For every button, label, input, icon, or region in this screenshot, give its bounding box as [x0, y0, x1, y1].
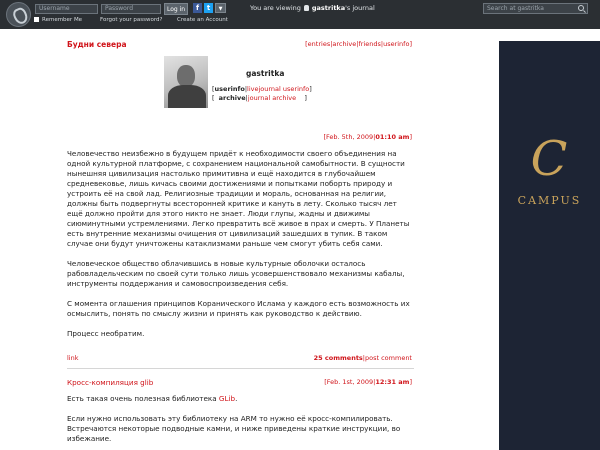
viewing-user-link[interactable]: gastritka	[311, 4, 346, 12]
avatar[interactable]	[164, 56, 208, 108]
blog-header	[67, 40, 414, 50]
post-date[interactable]: [Feb. 5th, 2009|01:10 am]	[323, 133, 412, 141]
post-date[interactable]: [Feb. 1st, 2009|12:31 am]	[324, 378, 412, 386]
username-input[interactable]: Username	[35, 4, 98, 14]
remember-label: Remember Me	[42, 17, 83, 23]
logo-icon[interactable]	[6, 2, 31, 27]
checkbox[interactable]	[34, 17, 39, 22]
nav-bracket: ]	[409, 40, 412, 48]
search-placeholder: Search at gastritka	[487, 5, 544, 12]
campus-ad[interactable]	[499, 41, 600, 450]
search-input[interactable]	[483, 3, 588, 14]
nav-entries[interactable]: entries	[307, 40, 331, 48]
post-link[interactable]: link	[67, 354, 79, 362]
nav-archive[interactable]: archive	[332, 40, 357, 48]
userinfo-link[interactable]: userinfo	[214, 85, 245, 93]
lj-userinfo-link[interactable]: livejournal userinfo	[247, 85, 310, 93]
post-paragraph: Есть такая очень полезная библиотека GLib.	[67, 394, 238, 403]
login-button[interactable]: Log in	[164, 3, 188, 15]
post-body	[67, 394, 412, 450]
profile-username: gastritka	[246, 69, 285, 78]
post-comment-link[interactable]: post comment	[365, 354, 412, 362]
top-bar	[0, 0, 600, 29]
profile-links: [userinfo|livejournal userinfo] [ archive|journal archive ]	[212, 85, 312, 102]
nav-sep: |	[380, 40, 384, 48]
blog-title[interactable]: Будни севера	[67, 40, 127, 49]
nav-friends[interactable]: friends	[358, 40, 381, 48]
post-paragraph: С момента оглашения принципов Коранического Ислама у каждого есть возможность их осмыслить, понять по смыслу жизни и принять как руководство к действию.	[67, 299, 410, 318]
viewing-info	[250, 4, 375, 13]
post-divider	[67, 368, 414, 369]
post-paragraph: Человеческое общество облачившись в новые культурные оболочки осталось рабовладельческим по своей сути только лишь усовершенствовало механизмы кабалы, инструменты поддержания и самовоспроизведения себя.	[67, 259, 405, 288]
viewing-prefix: You are viewing	[250, 4, 301, 12]
password-input[interactable]: Password	[101, 4, 161, 14]
profile-block	[164, 55, 334, 107]
post-title[interactable]: Кросс-компиляция glib	[67, 378, 154, 387]
post-paragraph: Процесс необратим.	[67, 329, 145, 338]
nav-bracket: [	[305, 40, 308, 48]
forgot-password-link[interactable]: Forgot your password?	[100, 17, 163, 23]
post-time: 12:31 am	[375, 378, 410, 386]
post-date-text: Feb. 1st, 2009	[326, 378, 374, 386]
post-paragraph: Если нужно использовать эту библиотеку на ARM то нужно её кросс-компилировать. Встречаются некоторые подводные камни, и ниже приведены краткие инструкции, во избежание.	[67, 414, 401, 443]
user-icon[interactable]	[304, 5, 309, 11]
remember-me-checkbox[interactable]	[34, 16, 82, 24]
nav-sep: |	[330, 40, 333, 48]
post-date-text: Feb. 5th, 2009	[326, 133, 374, 141]
nav-userinfo[interactable]: userinfo	[383, 40, 410, 48]
glib-link[interactable]: GLib	[218, 394, 236, 403]
twitter-icon[interactable]: t	[204, 3, 213, 13]
ad-logo-letter: C	[530, 131, 568, 187]
search-icon[interactable]	[578, 5, 584, 11]
viewing-suffix: 's journal	[345, 4, 375, 12]
journal-nav	[305, 40, 412, 48]
comments-links: 25 comments|post comment	[313, 354, 412, 362]
journal-archive-link[interactable]: journal archive	[247, 94, 297, 102]
post-time: 01:10 am	[375, 133, 410, 141]
comments-link[interactable]: 25 comments	[313, 354, 363, 362]
facebook-icon[interactable]: f	[193, 3, 202, 13]
nav-sep: |	[356, 40, 359, 48]
post-paragraph: Человечество неизбежно в будущем придёт к необходимости своего объединения на одной культурной платформе, с сохранением национальной самобытности. В сущности нынешняя цивилизация настолько примитивна и ещё находится в глубочайшем средневековье, лишь кичась своими достижениями и попытками поборть природу и устроить её на свой лад. Религиозные традиции и мораль, основанная на религии, должны быть подвергнуты всесторонней критике и кануть в лету. Сколько тысяч лет ещё должно пройти для этого никто не знает. Люди глупы, жадны и движимы сиюминутными устремлениями. Легко превратить всё живое в прах и смерть. У Планеты есть внутренние механизмы очищения от цивилизаций зашедших в тупик. В таком случае они будут уничтожены катаклизмами раньше чем смогут убить себя сами.	[67, 149, 410, 248]
archive-link[interactable]: archive	[218, 94, 246, 102]
post-body	[67, 149, 412, 349]
dropdown-icon[interactable]: ▼	[215, 3, 226, 13]
create-account-link[interactable]: Create an Account	[177, 17, 228, 23]
ad-brand: CAMPUS	[517, 194, 582, 207]
